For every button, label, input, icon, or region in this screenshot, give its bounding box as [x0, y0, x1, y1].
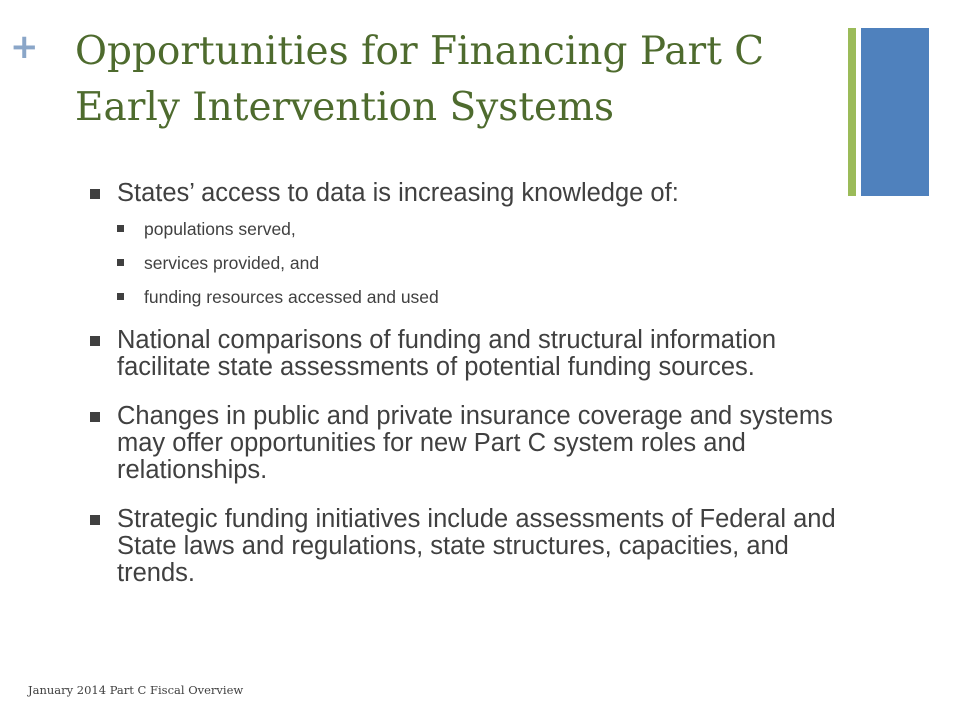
square-bullet-icon	[117, 293, 124, 300]
square-bullet-icon	[90, 336, 100, 346]
bullet-list	[90, 180, 850, 609]
sub-bullet-item	[117, 253, 850, 273]
bullet-item	[90, 180, 850, 207]
bullet-item	[90, 403, 850, 484]
square-bullet-icon	[117, 225, 124, 232]
square-bullet-icon	[90, 412, 100, 422]
sub-bullet-text: populations served,	[144, 219, 296, 239]
accent-bar-green	[848, 28, 856, 196]
sub-bullet-list	[117, 219, 850, 307]
bullet-item	[90, 506, 850, 587]
bullet-text: Changes in public and private insurance coverage and systems may offer opportunities for new Part C system roles and relationships.	[117, 402, 833, 484]
square-bullet-icon	[90, 189, 100, 199]
bullet-text: National comparisons of funding and structural information facilitate state assessments of potential funding sources.	[117, 326, 777, 381]
bullet-item	[90, 327, 850, 381]
bullet-text: States’ access to data is increasing knowledge of:	[117, 179, 679, 207]
sub-bullet-item	[117, 287, 850, 307]
bullet-text: Strategic funding initiatives include assessments of Federal and State laws and regulations, state structures, capacities, and trends.	[117, 505, 836, 587]
accent-bar-blue	[861, 28, 929, 196]
footer-text: January 2014 Part C Fiscal Overview	[28, 683, 244, 697]
sub-bullet-text: services provided, and	[144, 253, 320, 273]
square-bullet-icon	[117, 259, 124, 266]
slide-title: Opportunities for Financing Part C Early Intervention Systems	[75, 29, 765, 130]
sub-bullet-text: funding resources accessed and used	[144, 287, 439, 307]
plus-icon: +	[10, 27, 39, 67]
sub-bullet-item	[117, 219, 850, 239]
square-bullet-icon	[90, 515, 100, 525]
